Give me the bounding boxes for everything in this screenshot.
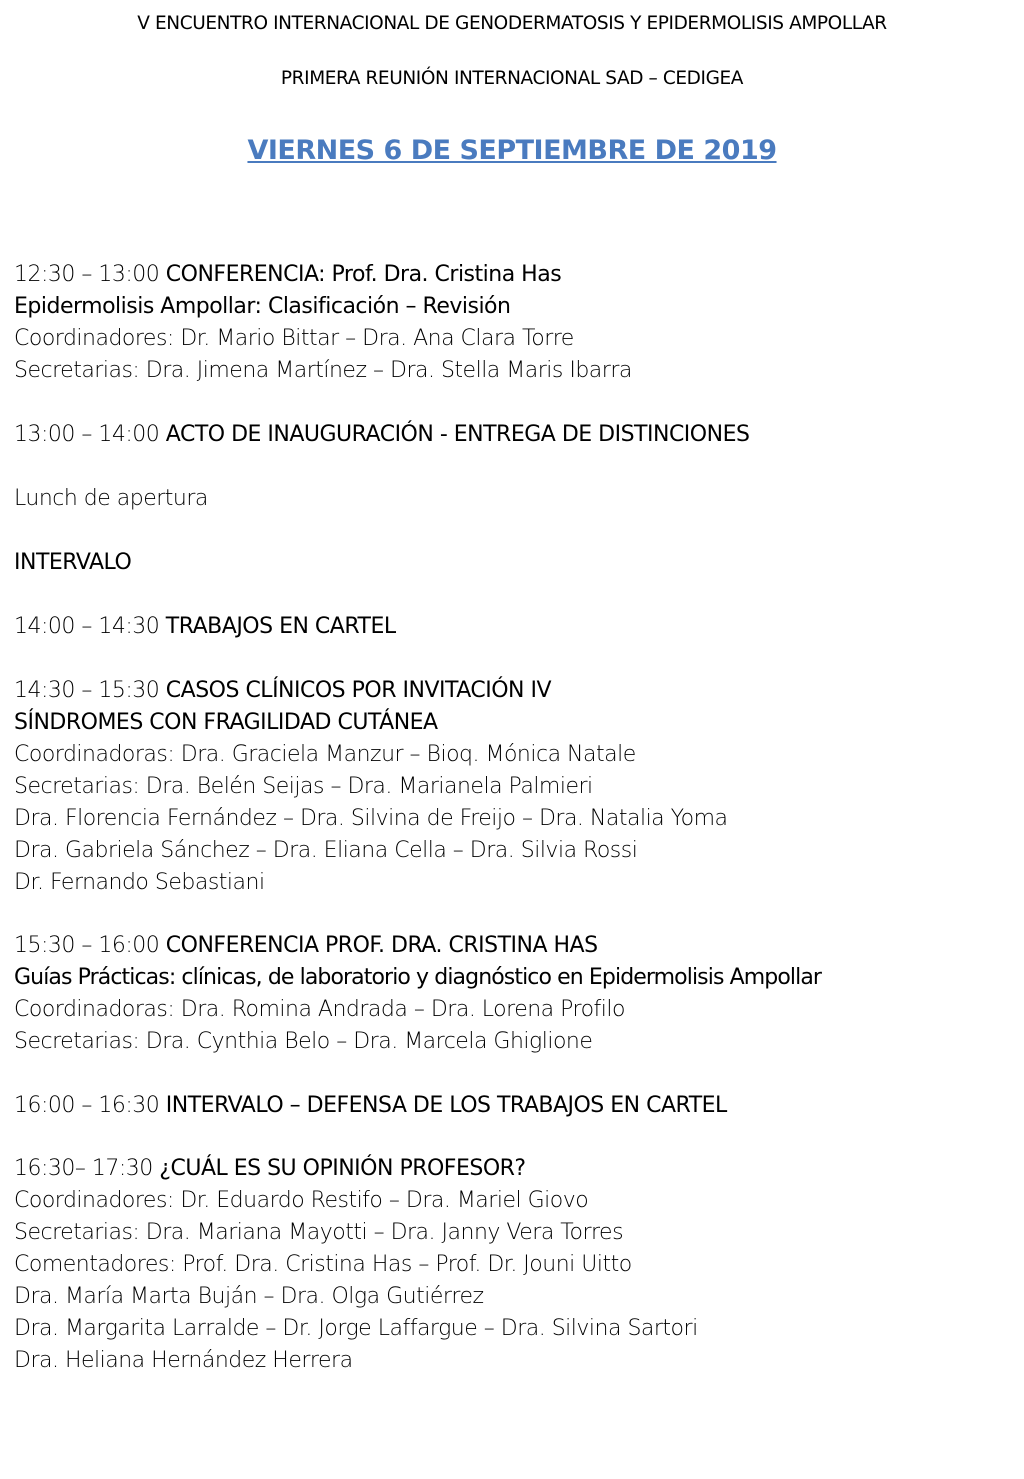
session-4-secretaries: Secretarias: Dra. Belén Seijas – Dra. Marianela Palmieri <box>14 774 593 799</box>
session-4-participants-2: Dra. Gabriela Sánchez – Dra. Eliana Cella – Dra. Silvia Rossi <box>14 838 638 863</box>
session-5-time: 15:30 – 16:00 <box>14 933 160 958</box>
lunch-line: Lunch de apertura <box>14 486 208 511</box>
session-7-participants-2: Dra. Margarita Larralde – Dr. Jorge Laffargue – Dra. Silvina Sartori <box>14 1316 698 1341</box>
session-5-title: CONFERENCIA PROF. DRA. CRISTINA HAS <box>165 933 598 958</box>
session-7-time: 16:30– 17:30 <box>14 1156 153 1181</box>
session-3-heading <box>14 611 396 643</box>
session-5-subtitle: Guías Prácticas: clínicas, de laboratorio y diagnóstico en Epidermolisis Ampollar <box>14 965 822 990</box>
session-7-commentators: Comentadores: Prof. Dra. Cristina Has – Prof. Dr. Jouni Uitto <box>14 1252 632 1277</box>
session-2-time: 13:00 – 14:00 <box>14 422 160 447</box>
session-7-secretaries: Secretarias: Dra. Mariana Mayotti – Dra. Janny Vera Torres <box>14 1220 624 1245</box>
event-title: V ENCUENTRO INTERNACIONAL DE GENODERMATOSIS Y EPIDERMOLISIS AMPOLLAR <box>137 13 887 34</box>
session-6-title: INTERVALO – DEFENSA DE LOS TRABAJOS EN CARTEL <box>165 1093 727 1118</box>
session-1-secretaries: Secretarias: Dra. Jimena Martínez – Dra. Stella Maris Ibarra <box>14 358 632 383</box>
session-7-participants-3: Dra. Heliana Hernández Herrera <box>14 1348 353 1373</box>
session-4-participants-1: Dra. Florencia Fernández – Dra. Silvina de Freijo – Dra. Natalia Yoma <box>14 806 728 831</box>
session-7-title: ¿CUÁL ES SU OPINIÓN PROFESOR? <box>159 1156 526 1181</box>
session-3-time: 14:00 – 14:30 <box>14 614 160 639</box>
session-7-heading <box>14 1153 526 1185</box>
session-1-coordinators: Coordinadores: Dr. Mario Bittar – Dra. Ana Clara Torre <box>14 326 574 351</box>
session-4-heading <box>14 675 551 707</box>
session-2-title: ACTO DE INAUGURACIÓN - ENTREGA DE DISTINCIONES <box>165 422 750 447</box>
event-subtitle: PRIMERA REUNIÓN INTERNACIONAL SAD – CEDIGEA <box>280 68 744 89</box>
session-4-subtitle: SÍNDROMES CON FRAGILIDAD CUTÁNEA <box>14 710 438 735</box>
session-date-heading: VIERNES 6 DE SEPTIEMBRE DE 2019 <box>247 135 777 166</box>
session-4-time: 14:30 – 15:30 <box>14 678 160 703</box>
session-5-heading <box>14 930 598 962</box>
session-3-title: TRABAJOS EN CARTEL <box>165 614 396 639</box>
session-6-time: 16:00 – 16:30 <box>14 1093 160 1118</box>
session-5-coordinators: Coordinadoras: Dra. Romina Andrada – Dra. Lorena Profilo <box>14 997 625 1022</box>
session-4-coordinators: Coordinadoras: Dra. Graciela Manzur – Bioq. Mónica Natale <box>14 742 636 767</box>
session-1-time: 12:30 – 13:00 <box>14 262 160 287</box>
session-7-participants-1: Dra. María Marta Buján – Dra. Olga Gutiérrez <box>14 1284 484 1309</box>
session-4-title: CASOS CLÍNICOS POR INVITACIÓN IV <box>165 678 552 703</box>
session-6-heading <box>14 1090 727 1122</box>
interval-line: INTERVALO <box>14 550 132 575</box>
session-4-participants-3: Dr. Fernando Sebastiani <box>14 870 265 895</box>
session-1-subtitle: Epidermolisis Ampollar: Clasificación – Revisión <box>14 294 511 319</box>
session-5-secretaries: Secretarias: Dra. Cynthia Belo – Dra. Marcela Ghiglione <box>14 1029 593 1054</box>
session-2-heading <box>14 419 749 451</box>
session-1-title: CONFERENCIA: Prof. Dra. Cristina Has <box>165 262 562 287</box>
session-1-heading <box>14 259 561 291</box>
session-7-coordinators: Coordinadores: Dr. Eduardo Restifo – Dra. Mariel Giovo <box>14 1188 589 1213</box>
